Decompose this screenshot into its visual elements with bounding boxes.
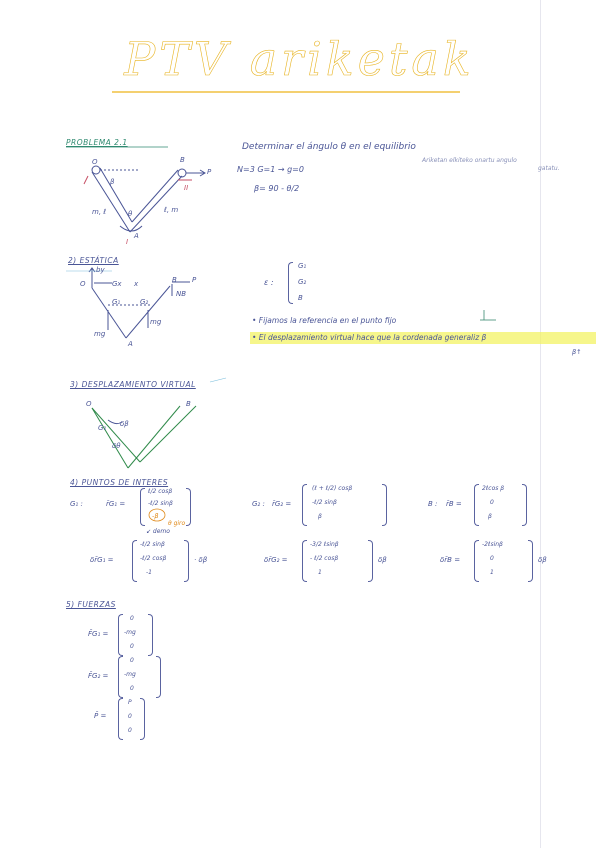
- puntos-dG2-row-3: 1: [318, 569, 322, 576]
- puntos-dG1-row-1: -ℓ/2 sinβ: [140, 541, 165, 548]
- fuerzas-heading: 5) FUERZAS: [66, 600, 116, 609]
- puntos-B-row-1: 2ℓcos β: [482, 485, 505, 492]
- fig-label-A: A: [134, 232, 139, 240]
- estatica-B: B: [172, 276, 177, 284]
- problem-eq2: β= 90 - θ/2: [254, 184, 300, 193]
- puntos-dB-row-3: 1: [490, 569, 494, 576]
- estatica-O: O: [80, 280, 86, 288]
- puntos-G1-note-2: ↙ demo: [146, 528, 170, 535]
- estatica-mg-left: mg: [94, 330, 106, 338]
- fuerzas-FG1-row-3: 0: [130, 643, 134, 650]
- puntos-G1-row-2: -ℓ/2 sinβ: [148, 500, 173, 507]
- puntos-dB-brace-right: [528, 540, 533, 582]
- puntos-dB-brace-left: [474, 540, 479, 582]
- puntos-B-brace-left: [474, 484, 479, 526]
- estatica-mg-right: mg: [150, 318, 162, 326]
- estatica-G1: G₁: [112, 298, 121, 306]
- fuerzas-FG1-row-2: -mg: [124, 629, 136, 636]
- fuerzas-FG1-row-1: 0: [130, 615, 134, 622]
- desplazamiento-dbeta: δβ: [120, 420, 129, 428]
- puntos-heading: 4) PUNTOS DE INTERES: [70, 478, 169, 487]
- fuerzas-P-brace-left: [118, 698, 123, 740]
- desplazamiento-O: O: [86, 400, 92, 408]
- estatica-G2: G₂: [140, 298, 149, 306]
- fuerzas-FG1-vec: F̄G₁ =: [88, 630, 109, 638]
- fig-label-theta: θ: [128, 210, 133, 218]
- estatica-bullet-2: • El desplazamiento virtual hace que la cordenada generaliz β: [252, 333, 487, 342]
- estatica-Gx: Gx: [112, 280, 122, 288]
- puntos-G2-brace-right: [382, 484, 387, 526]
- fig-label-O: O: [92, 158, 98, 166]
- puntos-dG2-vec: δr̄G₂ =: [264, 556, 288, 564]
- puntos-G1-row-3: -β: [152, 512, 159, 520]
- fuerzas-FG1-brace-right: [148, 614, 153, 656]
- desplazamiento-B: B: [186, 400, 191, 408]
- puntos-G2-brace-left: [302, 484, 307, 526]
- puntos-dG2-brace-right: [368, 540, 373, 582]
- problem-eq1: N=3 G=1 → g=0: [237, 165, 304, 174]
- puntos-dG1-row-3: -1: [146, 569, 152, 576]
- fuerzas-FG2-row-2: -mg: [124, 671, 136, 678]
- fig-label-left-member: m, ℓ: [92, 208, 107, 216]
- fuerzas-P-brace-right: [140, 698, 145, 740]
- puntos-B-row-2: 0: [490, 499, 494, 506]
- puntos-dB-vec: δr̄B =: [440, 556, 461, 564]
- estatica-set-item-1: G₁: [298, 262, 307, 270]
- puntos-B-vec: r̄B =: [446, 500, 462, 508]
- puntos-dB-row-1: -2ℓsinβ: [482, 541, 503, 548]
- estatica-A: A: [128, 340, 133, 348]
- fuerzas-P-vec: P̄ =: [94, 712, 107, 720]
- fig-label-P: P: [207, 168, 212, 176]
- fig-label-II: II: [184, 184, 189, 192]
- puntos-G1-label: G₁ :: [70, 500, 83, 508]
- puntos-B-brace-right: [522, 484, 527, 526]
- puntos-dG1-brace-right: [184, 540, 189, 582]
- puntos-G1-note-1: θ giro: [168, 520, 186, 527]
- fuerzas-P-row-2: 0: [128, 713, 132, 720]
- fig-label-I: I: [126, 238, 129, 246]
- estatica-set-item-3: B: [298, 294, 303, 302]
- problem-note-1: Ariketan elkiteko onartu angulo: [422, 157, 517, 164]
- estatica-NB: NB: [176, 290, 187, 298]
- puntos-dG1-vec: δr̄G₁ =: [90, 556, 114, 564]
- fuerzas-FG2-vec: F̄G₂ =: [88, 672, 109, 680]
- puntos-G2-row-2: -ℓ/2 sinβ: [312, 499, 337, 506]
- puntos-dG1-suffix: · δβ: [194, 556, 208, 564]
- puntos-G1-vec: r̄G₁ =: [106, 500, 126, 508]
- puntos-dG2-brace-left: [302, 540, 307, 582]
- fuerzas-FG1-brace-left: [118, 614, 123, 656]
- puntos-dG2-row-2: - ℓ/2 cosβ: [310, 555, 339, 562]
- puntos-G2-vec: r̄G₂ =: [272, 500, 292, 508]
- estatica-set-prefix: ε :: [264, 278, 274, 287]
- puntos-dB-row-2: 0: [490, 555, 494, 562]
- desplazamiento-G1: G₁: [98, 424, 107, 432]
- puntos-dG2-row-1: -3/2 ℓsinβ: [310, 541, 339, 548]
- fuerzas-FG2-brace-right: [156, 656, 161, 698]
- fuerzas-FG2-brace-left: [118, 656, 123, 698]
- estatica-beta-up: β↑: [572, 348, 582, 356]
- puntos-dB-suffix: δβ: [538, 556, 547, 564]
- fig-label-B: B: [180, 156, 185, 164]
- puntos-G2-row-3: β: [318, 513, 322, 520]
- puntos-dG1-brace-left: [132, 540, 137, 582]
- puntos-G2-row-1: (ℓ + ℓ/2) cosβ: [312, 485, 353, 492]
- fig-label-right-member: ℓ, m: [164, 206, 179, 214]
- desplazamiento-dtheta: δθ: [112, 442, 121, 450]
- puntos-G2-label: G₂ :: [252, 500, 265, 508]
- fuerzas-P-row-1: P: [128, 699, 132, 706]
- fig-label-beta: β: [110, 178, 115, 186]
- page-title: PTV ariketak: [124, 32, 475, 86]
- problem-heading: PROBLEMA 2.1: [66, 138, 128, 147]
- estatica-x: x: [134, 280, 139, 288]
- estatica-P: P: [192, 276, 197, 284]
- puntos-dG2-suffix: δβ: [378, 556, 387, 564]
- puntos-B-label: B :: [428, 500, 438, 508]
- problem-statement: Determinar el ángulo θ en el equilibrio: [242, 142, 416, 152]
- fuerzas-P-row-3: 0: [128, 727, 132, 734]
- estatica-set-item-2: G₂: [298, 278, 307, 286]
- fuerzas-FG2-row-1: 0: [130, 657, 134, 664]
- estatica-by: by: [96, 266, 105, 274]
- fuerzas-FG2-row-3: 0: [130, 685, 134, 692]
- estatica-heading: 2) ESTÁTICA: [68, 256, 119, 265]
- estatica-bullet-1: • Fijamos la referencia en el punto fijo: [252, 316, 397, 325]
- desplazamiento-heading: 3) DESPLAZAMIENTO VIRTUAL: [70, 380, 196, 389]
- problem-note-2: gatatu.: [538, 165, 560, 172]
- puntos-dG1-row-2: -ℓ/2 cosβ: [140, 555, 167, 562]
- puntos-G1-row-1: ℓ/2 cosβ: [148, 488, 173, 495]
- puntos-B-row-3: β: [488, 513, 492, 520]
